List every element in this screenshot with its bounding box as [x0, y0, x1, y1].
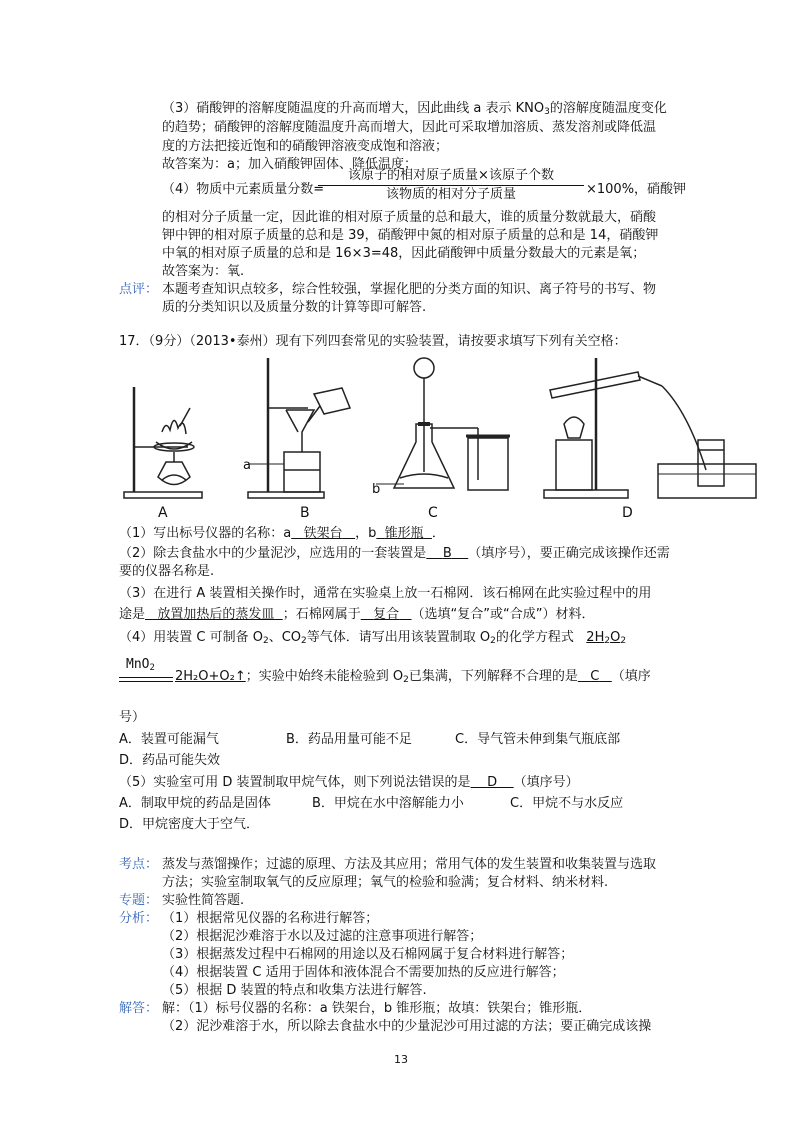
label-D: D	[622, 505, 633, 521]
q17-sub4-option-a: A．装置可能漏气	[119, 732, 219, 747]
q17-sub4-option-c: C．导气管未伸到集气瓶底部	[455, 732, 621, 747]
q16-part4-prefix: （4）物质中元素质量分数=	[162, 182, 325, 197]
fenxi-item: （2）根据泥沙难溶于水以及过滤的注意事项进行解答；	[162, 929, 483, 944]
q17-sub3-line1: （3）在进行 A 装置相关操作时，通常在实验桌上放一石棉网．该石棉网在此实验过程中的用	[119, 586, 652, 601]
fenxi-item: （3）根据蒸发过程中石棉网的用途以及石棉网属于复合材料进行解答；	[162, 947, 574, 962]
kaodian-line1: 蒸发与蒸馏操作；过滤的原理、方法及其应用；常用气体的发生装置和收集装置与选取	[162, 857, 657, 872]
equation-product: 2H₂O+O₂↑	[175, 669, 246, 684]
catalyst-label: MnO$_2$	[126, 657, 155, 673]
q17-sub2-line2: 要的仪器名称是.	[119, 564, 215, 579]
jieda-line1: 解：（1）标号仪器的名称：a 铁架台，b 锥形瓶；故填：铁架台；锥形瓶．	[162, 1001, 592, 1016]
fenxi-item: （4）根据装置 C 适用于固体和液体混合不需要加热的反应进行解答；	[162, 965, 565, 980]
q16-part3-line1: （3）硝酸钾的溶解度随温度的升高而增大，因此曲线 a 表示 $KNO_3$的溶解度随温度变化	[162, 101, 667, 117]
answer-2: B	[442, 546, 452, 561]
q17-sub2-line1: （2）除去食盐水中的少量泥沙，应选用的一套装置是 B （填序号），要正确完成该操作还需	[119, 546, 670, 561]
q17-sub4-line2: 2H₂O+O₂↑；实验中始终未能检验到 $O_2$已集满，下列解释不合理的是 C （填序	[175, 669, 651, 685]
label-C: C	[428, 505, 438, 521]
q16-part4-answer: 故答案为：氧.	[162, 264, 245, 279]
q17-sub4-option-b: B．药品用量可能不足	[286, 732, 412, 747]
apparatus-d-gas-collection	[544, 358, 756, 498]
zhuanti-label: 专题：	[119, 893, 159, 908]
comment-label: 点评：	[119, 282, 159, 297]
lab-apparatus-figure	[118, 352, 758, 522]
q16-part4-line4: 中氧的相对原子质量的总和是 16×3=48，因此硝酸钾中质量分数最大的元素是氧；	[162, 246, 646, 261]
fenxi-item: （5）根据 D 装置的特点和收集方法进行解答.	[162, 983, 427, 998]
apparatus-c-gas-generation	[376, 358, 510, 490]
q16-part4-line2: 的相对分子质量一定，因此谁的相对原子质量的总和最大，谁的质量分数就最大，硝酸	[162, 210, 657, 225]
formula-numerator: 该原子的相对原子质量×该原子个数	[318, 167, 584, 186]
answer-b: 锥形瓶	[384, 526, 424, 541]
page-number: 13	[394, 1053, 408, 1066]
jieda-line2: （2）泥沙难溶于水，所以除去食盐水中的少量泥沙可用过滤的方法；要正确完成该操	[162, 1019, 652, 1034]
apparatus-a-evaporation	[124, 387, 202, 498]
q16-part4-line3: 钾中钾的相对原子质量的总和是 39，硝酸钾中氮的相对原子质量的总和是 14，硝酸钾	[162, 228, 659, 243]
answer-3a: 放置加热后的蒸发皿	[157, 607, 275, 622]
q17-sub1: （1）写出标号仪器的名称：a 铁架台 ，b 锥形瓶 ．	[119, 526, 445, 541]
q17-sub4-option-d: D．药品可能失效	[119, 753, 221, 768]
reaction-arrow-line-top	[119, 677, 173, 678]
reaction-arrow-line-bottom	[119, 681, 173, 682]
q17-sub3-line2: 途是 放置加热后的蒸发皿 ；石棉网属于 复合 （选填“复合”或“合成”）材料．	[119, 607, 595, 622]
zhuanti-text: 实验性简答题.	[162, 893, 245, 908]
q17-sub4-line1: （4）用装置 C 可制备 $O_2$、$CO_2$等气体．请写出用该装置制取 $O_2$的化学方程式 $2H_2O_2$	[119, 630, 627, 646]
label-B: B	[300, 505, 310, 521]
answer-a: 铁架台	[303, 526, 343, 541]
jieda-label: 解答：	[119, 1001, 159, 1016]
answer-3b: 复合	[373, 607, 400, 622]
q16-part4-suffix: ×100%，硝酸钾	[586, 182, 687, 197]
q17-sub5-option-b: B．甲烷在水中溶解能力小	[312, 796, 464, 811]
q16-part3-line3: 度的方法把接近饱和的硝酸钾溶液变成饱和溶液；	[162, 139, 449, 154]
apparatus-b-filtration	[248, 358, 350, 498]
q16-part3-line2: 的趋势；硝酸钾的溶解度随温度升高而增大，因此可采取增加溶质、蒸发溶剂或降低温	[162, 120, 657, 135]
comment-line1: 本题考查知识点较多，综合性较强，掌握化肥的分类方面的知识、离子符号的书写、物	[162, 282, 657, 297]
kaodian-label: 考点：	[119, 857, 159, 872]
q17-sub5-option-c: C．甲烷不与水反应	[510, 796, 624, 811]
label-A: A	[158, 505, 168, 521]
answer-5: D	[487, 775, 498, 790]
q17-sub5-line1: （5）实验室可用 D 装置制取甲烷气体，则下列说法错误的是 D （填序号）	[119, 775, 579, 790]
q17-sub5-option-a: A．制取甲烷的药品是固体	[119, 796, 271, 811]
mass-fraction-formula	[318, 167, 584, 204]
formula-denominator: 该物质的相对分子质量	[385, 187, 516, 202]
comment-line2: 质的分类知识以及质量分数的计算等即可解答.	[162, 300, 427, 315]
fenxi-label: 分析：	[119, 911, 159, 926]
q17-sub5-option-d: D．甲烷密度大于空气．	[119, 817, 260, 832]
q17-header: 17．（9分）（2013•泰州）现有下列四套常见的实验装置，请按要求填写下列有关空格：	[119, 334, 627, 349]
equation-reactant: $2H_2O_2$	[586, 630, 627, 646]
fenxi-item: （1）根据常见仪器的名称进行解答；	[162, 911, 379, 926]
q17-sub4-line3: 号）	[119, 710, 146, 725]
answer-4: C	[590, 669, 600, 684]
label-a: a	[243, 458, 251, 473]
label-b: b	[372, 482, 381, 497]
kaodian-line2: 方法；实验室制取氧气的反应原理；氧气的检验和验满；复合材料、纳米材料.	[162, 875, 609, 890]
q16-part3-answer: 故答案为：a；加入硝酸钾固体、降低温度；	[162, 157, 417, 172]
